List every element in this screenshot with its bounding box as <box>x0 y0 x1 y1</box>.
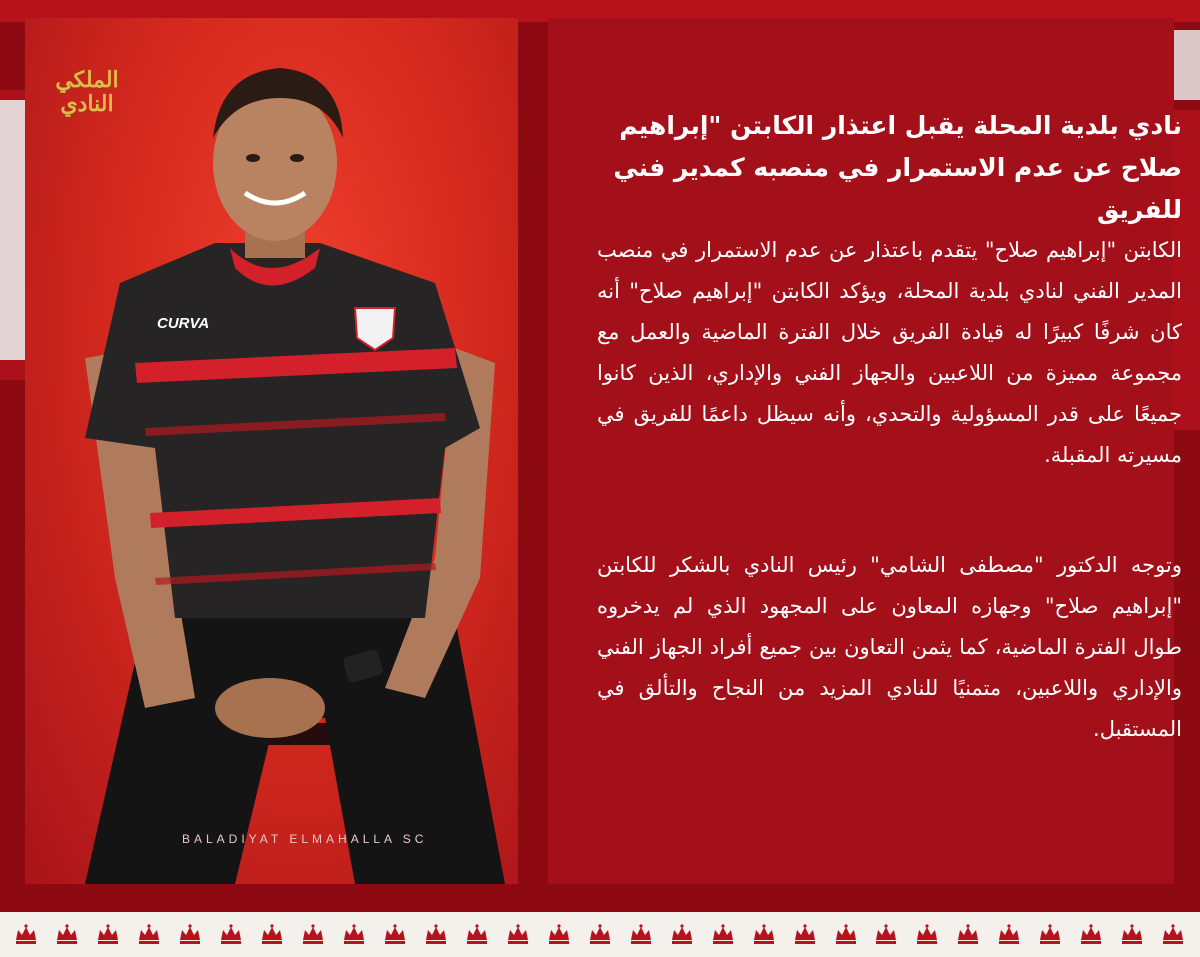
club-signature: BALADIYAT ELMAHALLA SC <box>182 832 428 846</box>
crown-icon <box>95 922 121 948</box>
crown-icon <box>464 922 490 948</box>
crown-icon <box>792 922 818 948</box>
crown-icon <box>955 922 981 948</box>
logo-line-1: الملكي <box>55 67 119 93</box>
crown-icon <box>1037 922 1063 948</box>
crown-icon <box>628 922 654 948</box>
crown-icon <box>587 922 613 948</box>
coach-photo-panel <box>25 18 518 884</box>
crown-icon <box>54 922 80 948</box>
crown-icon <box>1119 922 1145 948</box>
crown-icon <box>669 922 695 948</box>
article-headline: نادي بلدية المحلة يقبل اعتذار الكابتن "إبراهيم صلاح عن عدم الاستمرار في منصبه كمدير فني للفريق <box>613 111 1182 224</box>
article-paragraph-1: الكابتن "إبراهيم صلاح" يتقدم باعتذار عن عدم الاستمرار في منصب المدير الفني لنادي بلدية المحلة، ويؤكد الكابتن "إبراهيم صلاح" أنه كان شرفًا كبيرًا له قيادة الفريق خلال الفترة الماضية والعمل مع مجموعة مميزة من اللاعبين والجهاز الفني والإداري، الذين كانوا جميعًا على قدر المسؤولية والتحدي، وأنه سيظل داعمًا للفريق في مسيرته المقبلة. <box>597 238 1182 467</box>
crown-icon <box>1078 922 1104 948</box>
crown-icon <box>914 922 940 948</box>
logo-line-2: النادي <box>60 91 114 117</box>
crown-icon <box>382 922 408 948</box>
crown-icon <box>996 922 1022 948</box>
crown-pattern-footer <box>0 912 1200 957</box>
crown-icon <box>300 922 326 948</box>
crown-icon <box>13 922 39 948</box>
crown-icon <box>751 922 777 948</box>
crown-icon <box>423 922 449 948</box>
crown-icon <box>833 922 859 948</box>
crown-icon <box>546 922 572 948</box>
jersey-brand-text: CURVA <box>157 315 210 332</box>
article-paragraph-2: وتوجه الدكتور "مصطفى الشامي" رئيس النادي بالشكر للكابتن "إبراهيم صلاح" وجهازه المعاون على المجهود الذي لم يدخروه طوال الفترة الماضية، كما يثمن التعاون بين جميع أفراد الجهاز الفني والإداري واللاعبين، متمنيًا للنادي المزيد من النجاح والتألق في المستقبل. <box>597 553 1182 741</box>
crown-icon <box>177 922 203 948</box>
crown-icon <box>505 922 531 948</box>
crown-icon <box>136 922 162 948</box>
crown-icon <box>873 922 899 948</box>
crown-icon <box>259 922 285 948</box>
crown-icon <box>341 922 367 948</box>
crown-icon <box>1160 922 1186 948</box>
left-decorative-stripe <box>0 100 28 360</box>
crown-icon <box>218 922 244 948</box>
right-decorative-stripe <box>1174 30 1200 100</box>
crown-icon <box>710 922 736 948</box>
